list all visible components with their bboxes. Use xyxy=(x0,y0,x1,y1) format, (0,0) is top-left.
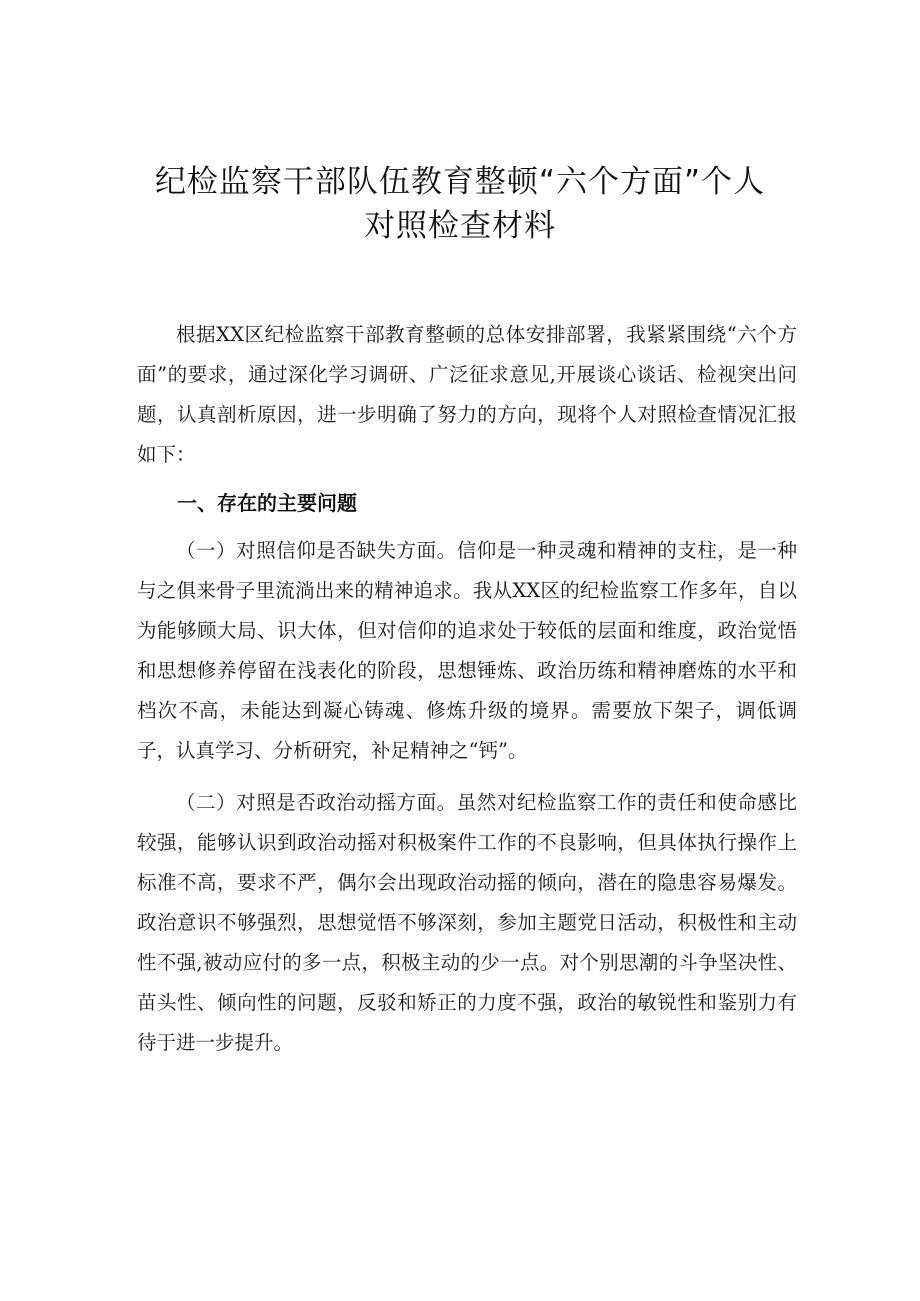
item-paragraph-1: （一）对照信仰是否缺失方面。信仰是一种灵魂和精神的支柱，是一种与之俱来骨子里流淌出来的精神追求。我从XX区的纪检监察工作多年，自以为能够顾大局、识大体，但对信仰的追求处于较低的层面和维度，政治觉悟和思想修养停留在浅表化的阶段，思想锤炼、政治历练和精神磨炼的水平和档次不高，未能达到凝心铸魂、修炼升级的境界。需要放下架子，调低调子，认真学习、分析研究，补足精神之“钙”。 xyxy=(137,539,797,762)
document-title xyxy=(120,160,800,248)
document-body xyxy=(137,315,797,1063)
title-line-1: 纪检监察干部队伍教育整顿“六个方面”个人 xyxy=(154,164,766,200)
intro-paragraph: 根据XX区纪检监察干部教育整顿的总体安排部署，我紧紧围绕“六个方面”的要求，通过深化学习调研、广泛征求意见,开展谈心谈话、检视突出问题，认真剖析原因，进一步明确了努力的方向，现将个人对照检查情况汇报如下： xyxy=(137,323,797,466)
item-paragraph-2: （二）对照是否政治动摇方面。虽然对纪检监察工作的责任和使命感比较强，能够认识到政治动摇对积极案件工作的不良影响，但具体执行操作上标准不高，要求不严，偶尔会出现政治动摇的倾向，潜在的隐患容易爆发。政治意识不够强烈，思想觉悟不够深刻，参加主题党日活动，积极性和主动性不强,被动应付的多一点，积极主动的少一点。对个别思潮的斗争坚决性、苗头性、倾向性的问题，反驳和矫正的力度不强，政治的敏锐性和鉴别力有待于进一步提升。 xyxy=(137,791,797,1054)
section-heading-problems: 一、存在的主要问题 xyxy=(177,491,357,515)
title-line-2: 对照检查材料 xyxy=(364,208,556,244)
